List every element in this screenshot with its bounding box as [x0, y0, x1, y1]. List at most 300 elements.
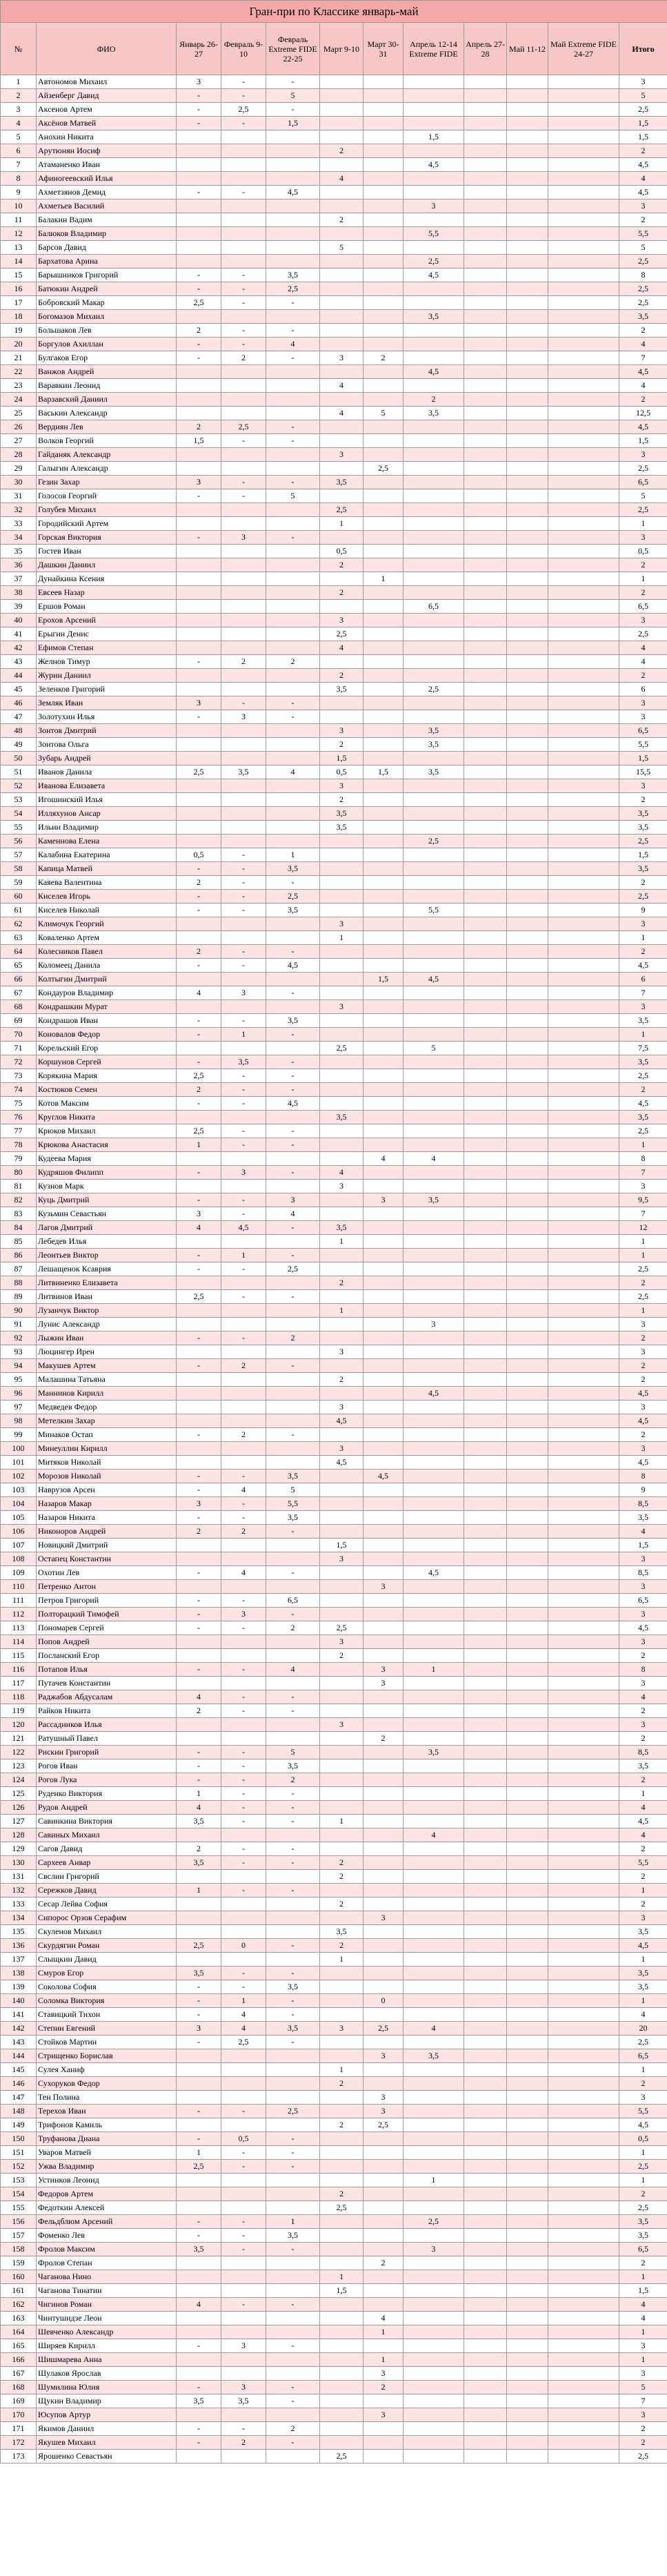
round-score [507, 1690, 548, 1704]
round-score [404, 1221, 464, 1235]
total-score: 2,5 [619, 2036, 667, 2049]
row-number: 15 [1, 269, 37, 282]
round-score: 2 [266, 655, 320, 669]
round-score [548, 959, 619, 973]
round-score [221, 407, 266, 420]
round-score: - [177, 1746, 221, 1759]
round-score [507, 752, 548, 765]
player-name: Афиногеевский Илья [37, 172, 177, 186]
row-number: 91 [1, 1318, 37, 1331]
round-score [404, 1359, 464, 1373]
table-row [1, 1180, 667, 1193]
total-score: 3 [619, 1552, 667, 1566]
total-score: 2 [619, 1276, 667, 1290]
round-score [507, 1801, 548, 1815]
round-score [177, 2284, 221, 2298]
round-score [507, 420, 548, 434]
player-name: Щукин Владимир [37, 2394, 177, 2408]
table-row [1, 531, 667, 545]
round-score [404, 710, 464, 724]
round-score: - [177, 2339, 221, 2353]
round-score: 3,5 [404, 765, 464, 779]
round-score [548, 1649, 619, 1663]
player-name: Каяева Валентина [37, 876, 177, 890]
round-score: 2 [320, 1856, 364, 1870]
round-score: 3,5 [320, 1925, 364, 1939]
round-score: 2 [221, 1525, 266, 1539]
table-row [1, 1221, 667, 1235]
round-score: - [266, 420, 320, 434]
round-score [507, 338, 548, 351]
round-score [404, 1870, 464, 1884]
round-score [548, 1180, 619, 1193]
round-score [404, 1097, 464, 1111]
round-score [507, 310, 548, 324]
round-score [266, 144, 320, 158]
round-score: - [221, 2105, 266, 2118]
total-score: 1,5 [619, 848, 667, 862]
round-score [507, 2325, 548, 2339]
round-score [507, 1028, 548, 1042]
round-score: - [177, 1193, 221, 1207]
round-score: 0,5 [177, 848, 221, 862]
row-number: 157 [1, 2229, 37, 2243]
round-score [548, 614, 619, 627]
round-score [464, 1649, 507, 1663]
round-score [464, 1552, 507, 1566]
round-score: - [177, 351, 221, 365]
round-score: 3 [320, 917, 364, 931]
round-score: - [266, 1083, 320, 1097]
round-score [177, 683, 221, 696]
round-score: 4 [364, 1152, 404, 1166]
round-score: 3,5 [266, 1759, 320, 1773]
round-score [404, 959, 464, 973]
player-name: Лунис Александр [37, 1318, 177, 1331]
row-number: 83 [1, 1207, 37, 1221]
player-name: Сухоруков Федор [37, 2077, 177, 2091]
round-score [177, 2118, 221, 2132]
round-score [507, 1442, 548, 1456]
round-score: 0,5 [320, 545, 364, 558]
column-header: Итого [619, 23, 667, 75]
round-score [320, 199, 364, 213]
round-score [177, 1552, 221, 1566]
round-score [548, 517, 619, 531]
player-name: Ужва Владимир [37, 2160, 177, 2174]
row-number: 111 [1, 1594, 37, 1608]
round-score [221, 586, 266, 600]
round-score [221, 1000, 266, 1014]
round-score [364, 1870, 404, 1884]
total-score: 2 [619, 2077, 667, 2091]
round-score [404, 586, 464, 600]
round-score: - [177, 269, 221, 282]
row-number: 136 [1, 1939, 37, 1953]
round-score: - [266, 1704, 320, 1718]
player-name: Костюков Семен [37, 1083, 177, 1097]
round-score [548, 2408, 619, 2422]
round-score [404, 2284, 464, 2298]
round-score [320, 2381, 364, 2394]
round-score [364, 1525, 404, 1539]
round-score [548, 1249, 619, 1262]
table-row [1, 765, 667, 779]
round-score [507, 1262, 548, 1276]
round-score [320, 462, 364, 476]
round-score [404, 1939, 464, 1953]
player-name: Маннинов Кирилл [37, 1387, 177, 1401]
round-score [464, 1083, 507, 1097]
table-row [1, 2118, 667, 2132]
round-score [320, 973, 364, 986]
round-score [221, 779, 266, 793]
round-score [404, 462, 464, 476]
round-score [507, 1525, 548, 1539]
player-name: Попов Андрей [37, 1635, 177, 1649]
table-row [1, 696, 667, 710]
round-score: 4 [266, 1207, 320, 1221]
round-score: 2 [364, 1732, 404, 1746]
total-score: 2,5 [619, 890, 667, 904]
total-score: 3 [619, 1608, 667, 1621]
round-score [464, 655, 507, 669]
table-row [1, 2381, 667, 2394]
round-score: 4 [266, 765, 320, 779]
row-number: 50 [1, 752, 37, 765]
round-score [507, 1221, 548, 1235]
round-score [464, 945, 507, 959]
total-score: 5 [619, 2381, 667, 2394]
round-score [404, 2422, 464, 2436]
table-row [1, 2270, 667, 2284]
round-score [464, 89, 507, 103]
round-score: - [221, 1511, 266, 1525]
round-score [221, 1677, 266, 1690]
round-score [464, 1401, 507, 1414]
round-score [548, 503, 619, 517]
table-row [1, 365, 667, 379]
round-score: 2,5 [177, 1290, 221, 1304]
round-score [404, 1925, 464, 1939]
round-score [177, 558, 221, 572]
player-name: Лебедев Илья [37, 1235, 177, 1249]
round-score [464, 186, 507, 199]
table-row [1, 1235, 667, 1249]
round-score [364, 1759, 404, 1773]
round-score [266, 572, 320, 586]
total-score: 1 [619, 1994, 667, 2008]
round-score [548, 1994, 619, 2008]
round-score [507, 2091, 548, 2105]
round-score: 2,5 [404, 835, 464, 848]
total-score: 6,5 [619, 1594, 667, 1608]
round-score [320, 1497, 364, 1511]
round-score: - [177, 2436, 221, 2450]
round-score [507, 2256, 548, 2270]
total-score: 3 [619, 1911, 667, 1925]
round-score [548, 2284, 619, 2298]
round-score [464, 1373, 507, 1387]
row-number: 97 [1, 1401, 37, 1414]
round-score [221, 2408, 266, 2422]
player-name: Коршунов Сергей [37, 1055, 177, 1069]
round-score [177, 973, 221, 986]
round-score [464, 1207, 507, 1221]
round-score [177, 1152, 221, 1166]
round-score: 1,5 [266, 117, 320, 130]
player-name: Ахметьев Василий [37, 199, 177, 213]
round-score [266, 1580, 320, 1594]
player-name: Гайданяк Александр [37, 448, 177, 462]
row-number: 94 [1, 1359, 37, 1373]
round-score [266, 821, 320, 835]
round-score [364, 434, 404, 448]
round-score [364, 752, 404, 765]
round-score [404, 1967, 464, 1980]
round-score [507, 324, 548, 338]
player-name: Бобровский Макар [37, 296, 177, 310]
round-score [548, 1773, 619, 1787]
table-row [1, 1718, 667, 1732]
row-number: 57 [1, 848, 37, 862]
total-score: 3 [619, 2408, 667, 2422]
round-score: - [221, 1497, 266, 1511]
total-score: 1 [619, 1953, 667, 1967]
round-score [464, 862, 507, 876]
round-score [364, 1042, 404, 1055]
column-header: Апрель 27-28 [464, 23, 507, 75]
row-number: 14 [1, 255, 37, 269]
round-score [464, 351, 507, 365]
column-header: Май Extreme FIDE 24-27 [548, 23, 619, 75]
total-score: 2,5 [619, 462, 667, 476]
round-score: 3 [320, 351, 364, 365]
round-score [320, 1207, 364, 1221]
round-score [320, 2132, 364, 2146]
round-score [507, 296, 548, 310]
row-number: 60 [1, 890, 37, 904]
round-score: 2 [320, 2118, 364, 2132]
round-score [464, 1331, 507, 1345]
round-score [364, 614, 404, 627]
round-score [507, 103, 548, 117]
player-name: Киселев Игорь [37, 890, 177, 904]
row-number: 9 [1, 186, 37, 199]
table-row [1, 1663, 667, 1677]
player-name: Боргулов Ахиллан [37, 338, 177, 351]
table-row [1, 1732, 667, 1746]
round-score: 1 [320, 1815, 364, 1828]
round-score [177, 2367, 221, 2381]
player-name: Фролов Максим [37, 2243, 177, 2256]
round-score [507, 2436, 548, 2450]
player-name: Арутюнян Иосиф [37, 144, 177, 158]
total-score: 5 [619, 89, 667, 103]
round-score [364, 117, 404, 130]
round-score [548, 683, 619, 696]
round-score [364, 1497, 404, 1511]
round-score [221, 1828, 266, 1842]
round-score [320, 1262, 364, 1276]
table-row [1, 75, 667, 89]
round-score [548, 2063, 619, 2077]
round-score: 2,5 [177, 2160, 221, 2174]
total-score: 2 [619, 558, 667, 572]
round-score [221, 1539, 266, 1552]
round-score [364, 876, 404, 890]
round-score: - [266, 1608, 320, 1621]
table-row [1, 227, 667, 241]
round-score: 2,5 [320, 503, 364, 517]
table-row [1, 2325, 667, 2339]
round-score [364, 420, 404, 434]
round-score [266, 835, 320, 848]
round-score: 4 [177, 1690, 221, 1704]
round-score [320, 1732, 364, 1746]
round-score [404, 517, 464, 531]
round-score [507, 2353, 548, 2367]
round-score [320, 1994, 364, 2008]
round-score [320, 2008, 364, 2022]
round-score [548, 144, 619, 158]
round-score [548, 1552, 619, 1566]
round-score: 2 [320, 2077, 364, 2091]
round-score [177, 1318, 221, 1331]
round-score [221, 545, 266, 558]
round-score [266, 213, 320, 227]
round-score [364, 1649, 404, 1663]
total-score: 2 [619, 586, 667, 600]
round-score [404, 1276, 464, 1290]
round-score [464, 1732, 507, 1746]
round-score [320, 1055, 364, 1069]
round-score [507, 1483, 548, 1497]
round-score: 3,5 [404, 738, 464, 752]
round-score: 3 [177, 75, 221, 89]
total-score: 3 [619, 1677, 667, 1690]
player-name: Колтыгин Дмитрий [37, 973, 177, 986]
round-score [548, 1193, 619, 1207]
round-score [404, 696, 464, 710]
round-score [548, 1042, 619, 1055]
total-score: 2,5 [619, 296, 667, 310]
row-number: 148 [1, 2105, 37, 2118]
round-score: 2,5 [404, 255, 464, 269]
row-number: 92 [1, 1331, 37, 1345]
round-score: - [177, 2105, 221, 2118]
row-number: 163 [1, 2312, 37, 2325]
round-score: 3,5 [404, 407, 464, 420]
round-score: - [221, 876, 266, 890]
player-name: Каменнова Елена [37, 835, 177, 848]
round-score [404, 186, 464, 199]
table-row [1, 1055, 667, 1069]
round-score [548, 1276, 619, 1290]
round-score [464, 1290, 507, 1304]
round-score [177, 1911, 221, 1925]
player-name: Морозов Николай [37, 1470, 177, 1483]
round-score [364, 476, 404, 489]
round-score: - [221, 862, 266, 876]
round-score [464, 1801, 507, 1815]
round-score [548, 1884, 619, 1897]
round-score: 4,5 [221, 1221, 266, 1235]
round-score [548, 1000, 619, 1014]
table-row [1, 2298, 667, 2312]
round-score [464, 503, 507, 517]
round-score: 1,5 [364, 765, 404, 779]
total-score: 9 [619, 1483, 667, 1497]
round-score [320, 2353, 364, 2367]
round-score: 3 [177, 1207, 221, 1221]
table-row [1, 600, 667, 614]
row-number: 80 [1, 1166, 37, 1180]
total-score: 2,5 [619, 103, 667, 117]
player-name: Галыгин Александр [37, 462, 177, 476]
round-score [507, 1746, 548, 1759]
player-name: Куць Дмитрий [37, 1193, 177, 1207]
round-score [507, 931, 548, 945]
round-score: - [177, 2381, 221, 2394]
round-score: 3 [320, 1718, 364, 1732]
round-score: 3,5 [404, 310, 464, 324]
round-score: - [177, 1980, 221, 1994]
table-row [1, 2422, 667, 2436]
round-score [507, 2243, 548, 2256]
round-score [507, 434, 548, 448]
table-row [1, 255, 667, 269]
round-score [320, 2325, 364, 2339]
round-score [507, 75, 548, 89]
round-score [364, 1276, 404, 1290]
round-score [548, 1967, 619, 1980]
table-row [1, 1373, 667, 1387]
round-score [464, 973, 507, 986]
round-score: 4 [177, 986, 221, 1000]
round-score [177, 310, 221, 324]
round-score [464, 75, 507, 89]
table-row [1, 1884, 667, 1897]
table-row [1, 2091, 667, 2105]
round-score: 2 [320, 669, 364, 683]
total-score: 1 [619, 1235, 667, 1249]
player-name: Труфанова Диана [37, 2132, 177, 2146]
round-score [464, 1470, 507, 1483]
round-score [266, 973, 320, 986]
round-score: - [177, 655, 221, 669]
total-score: 1 [619, 2146, 667, 2160]
round-score [364, 959, 404, 973]
round-score: 3,5 [404, 1193, 464, 1207]
round-score [364, 2450, 404, 2463]
round-score: 2,5 [404, 683, 464, 696]
round-score [507, 2381, 548, 2394]
round-score [364, 669, 404, 683]
round-score [464, 1304, 507, 1318]
round-score [320, 117, 364, 130]
round-score [548, 1152, 619, 1166]
round-score [221, 1318, 266, 1331]
total-score: 2,5 [619, 1124, 667, 1138]
round-score [364, 2036, 404, 2049]
total-score: 3 [619, 696, 667, 710]
round-score [507, 144, 548, 158]
round-score [364, 2229, 404, 2243]
round-score: 4,5 [266, 186, 320, 199]
row-number: 109 [1, 1566, 37, 1580]
round-score [507, 724, 548, 738]
